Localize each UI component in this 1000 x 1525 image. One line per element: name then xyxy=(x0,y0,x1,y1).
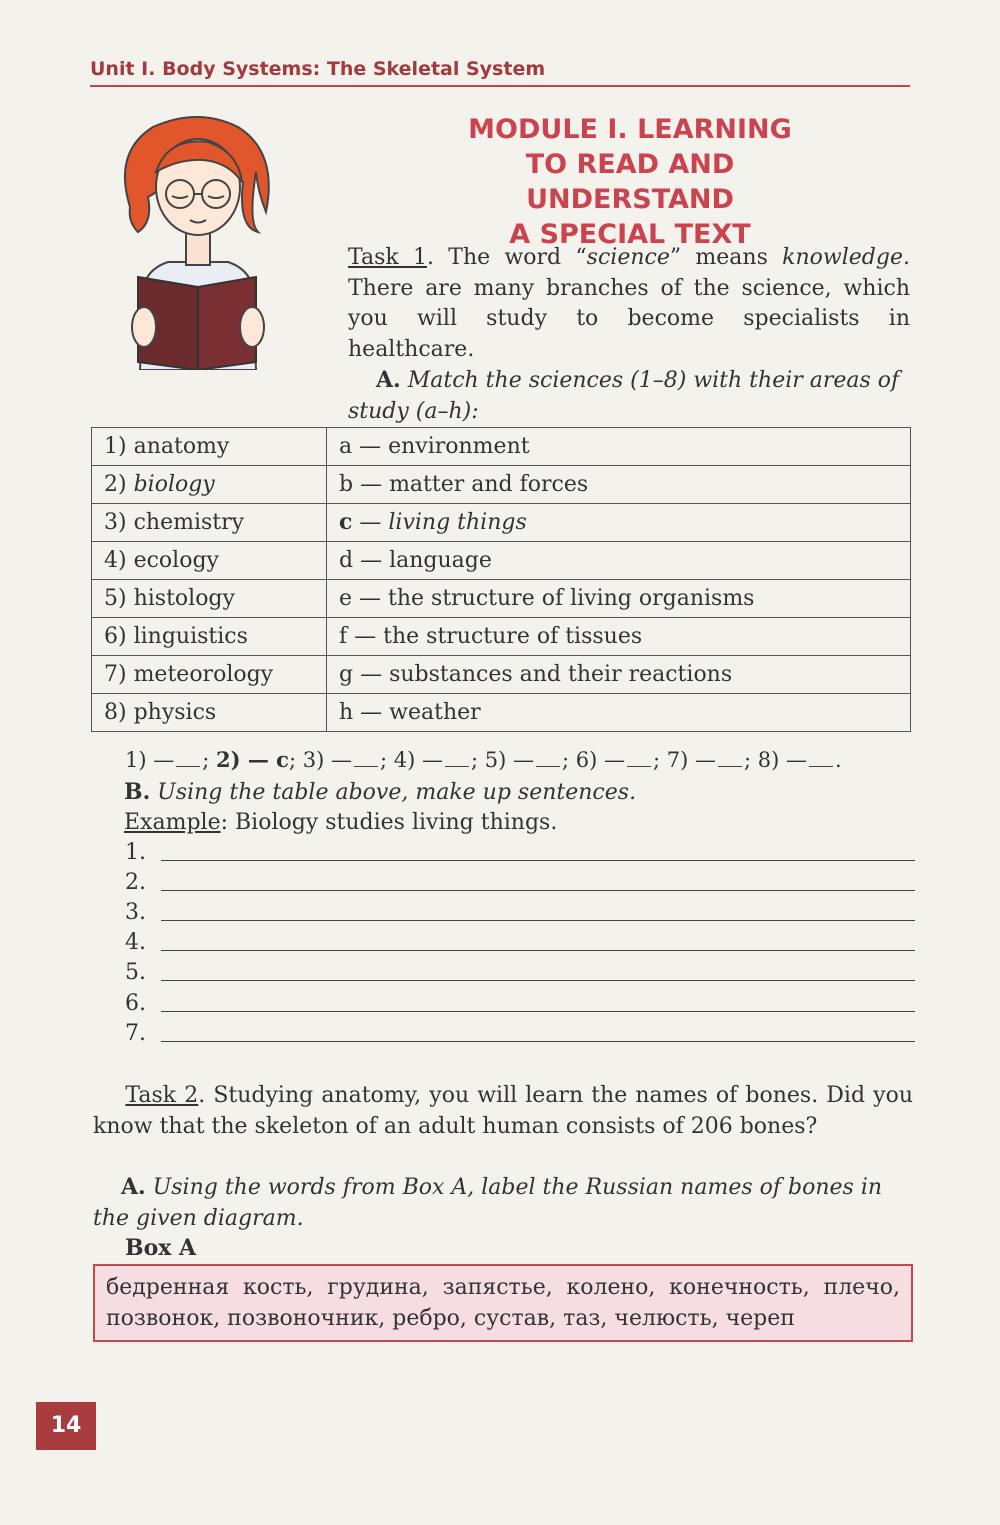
matching-table xyxy=(91,427,911,732)
task2-part-a: A. Using the words from Box A, label the Russian names of bones in the given diagram. xyxy=(93,1174,883,1231)
box-a-title: Box A xyxy=(125,1235,197,1261)
running-title: Unit I. Body Systems: The Skeletal System xyxy=(90,58,546,80)
task1-part-a: A. Match the sciences (1–8) with their areas of study (a–h): xyxy=(348,367,900,424)
answer-line-7[interactable]: 7. xyxy=(125,1021,915,1051)
task2-intro: Task 2. Studying anatomy, you will learn the names of bones. Did you know that the skeleton of an adult human consists of 206 bones? xyxy=(93,1083,913,1139)
example-sentence: Example: Biology studies living things. xyxy=(124,810,558,835)
answer-key-line: 1) — ; 2) — c; 3) — ; 4) — ; 5) — ; 6) — ; 7) — ; 8) — . xyxy=(125,747,842,772)
reading-woman-illustration xyxy=(108,112,288,370)
header-rule xyxy=(90,85,910,87)
task1-intro: Task 1. The word “science” means knowledge. There are many branches of the science, which you will study to become specialists in healthcare. xyxy=(348,245,910,362)
answer-line-5[interactable]: 5. xyxy=(125,960,915,990)
table-row: 1) anatomy a — environment xyxy=(92,428,911,466)
box-a-word-list: бедренная кость, грудина, запястье, колено, конечность, плечо, позвонок, позвоночник, ребро, сустав, таз, челюсть, череп xyxy=(93,1264,913,1342)
table-row: 6) linguistics f — the structure of tissues xyxy=(92,618,911,656)
table-row: 8) physics h — weather xyxy=(92,694,911,732)
table-row: 3) chemistry c — living things xyxy=(92,504,911,542)
task1-part-b: B. Using the table above, make up sentences. xyxy=(124,779,637,805)
table-row: 4) ecology d — language xyxy=(92,542,911,580)
table-row: 2) biology b — matter and forces xyxy=(92,466,911,504)
page-number: 14 xyxy=(36,1402,96,1450)
answer-line-2[interactable]: 2. xyxy=(125,870,915,900)
table-row: 5) histology e — the structure of living organisms xyxy=(92,580,911,618)
table-row: 7) meteorology g — substances and their reactions xyxy=(92,656,911,694)
answer-line-1[interactable]: 1. xyxy=(125,840,915,870)
module-title: MODULE I. LEARNING TO READ AND UNDERSTAND A SPECIAL TEXT xyxy=(468,114,792,250)
answer-line-6[interactable]: 6. xyxy=(125,991,915,1021)
answer-line-4[interactable]: 4. xyxy=(125,930,915,960)
answer-line-3[interactable]: 3. xyxy=(125,900,915,930)
